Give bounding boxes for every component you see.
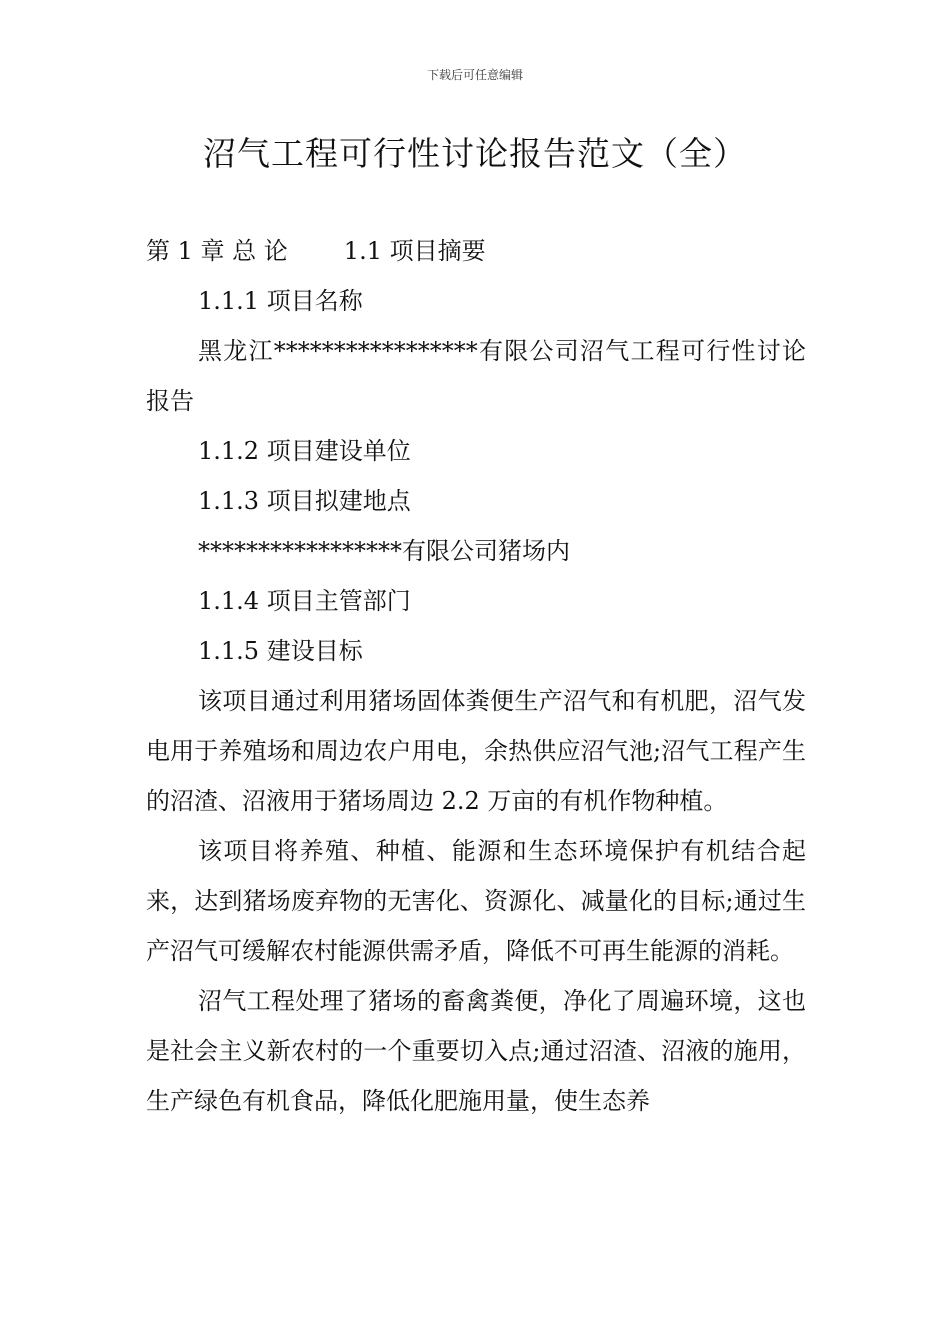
subsection-heading: 1.1.2 项目建设单位 bbox=[198, 437, 411, 465]
body-paragraph: 该项目将养殖、种植、能源和生态环境保护有机结合起来，达到猪场废弃物的无害化、资源化、减量化的目标;通过生产沼气可缓解农村能源供需矛盾，降低不可再生能源的消耗。 bbox=[146, 837, 806, 965]
section-heading: 1.1 项目摘要 bbox=[343, 237, 486, 265]
body-paragraph: 黑龙江*****************有限公司沼气工程可行性讨论报告 bbox=[146, 337, 806, 415]
document-title: 沼气工程可行性讨论报告范文（全） bbox=[203, 134, 747, 173]
subsection-heading: 1.1.1 项目名称 bbox=[198, 287, 363, 315]
page-header-note: 下载后可任意编辑 bbox=[426, 68, 523, 82]
chapter-heading-line bbox=[146, 226, 806, 276]
subsection-heading: 1.1.5 建设目标 bbox=[198, 637, 363, 665]
document-body bbox=[146, 226, 806, 1126]
subsection-heading: 1.1.4 项目主管部门 bbox=[198, 587, 411, 615]
subsection-heading: 1.1.3 项目拟建地点 bbox=[198, 487, 411, 515]
body-paragraph: *****************有限公司猪场内 bbox=[198, 537, 570, 565]
body-paragraph: 该项目通过利用猪场固体粪便生产沼气和有机肥，沼气发电用于养殖场和周边农户用电，余热供应沼气池;沼气工程产生的沼渣、沼液用于猪场周边 2.2 万亩的有机作物种植。 bbox=[146, 687, 806, 815]
body-paragraph: 沼气工程处理了猪场的畜禽粪便，净化了周遍环境，这也是社会主义新农村的一个重要切入点;通过沼渣、沼液的施用，生产绿色有机食品，降低化肥施用量，使生态养 bbox=[146, 987, 806, 1115]
chapter-heading: 第 1 章 总 论 bbox=[146, 237, 288, 265]
